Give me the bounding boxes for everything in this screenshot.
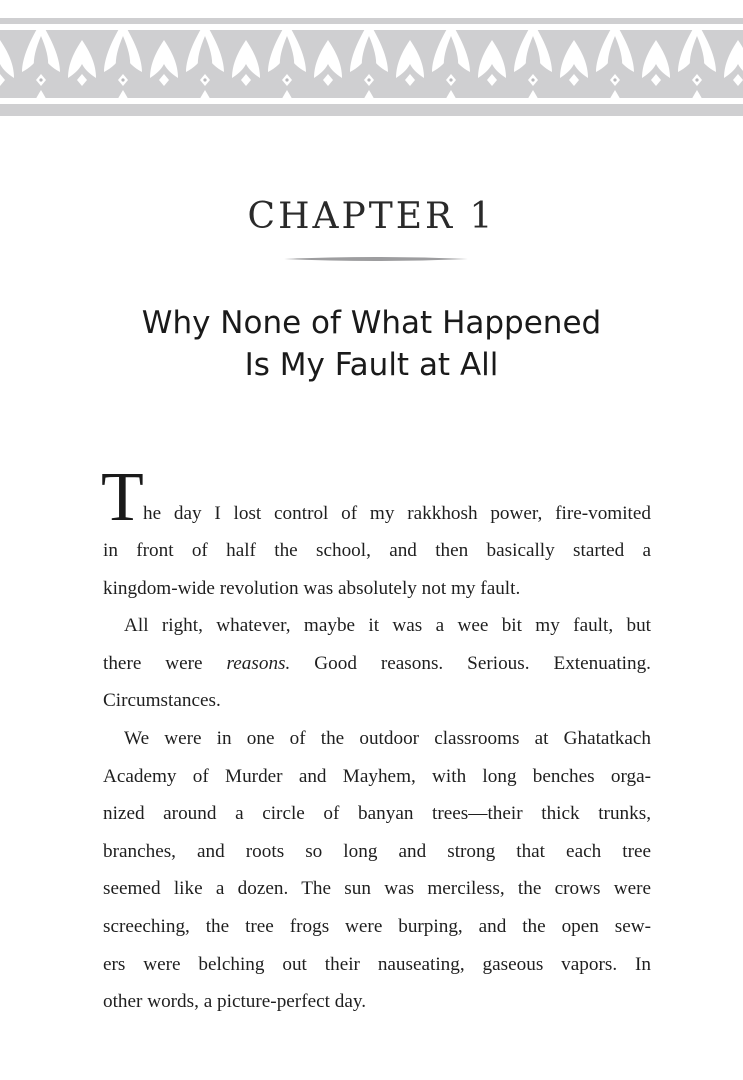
drop-cap: T [101,459,144,536]
first-paragraph-opening [101,459,651,536]
text-line: nized around a circle of banyan trees—their thick trunks, [103,803,651,825]
text-line: he day I lost control of my rakkhosh power, fire-vomited [143,503,651,524]
text-line: in front of half the school, and then basically started a [103,540,651,561]
chapter-number: CHAPTER 1 [247,196,496,237]
text-line: All right, whatever, maybe it was a wee bit my fault, but [124,615,651,637]
text-line: We were in one of the outdoor classrooms at Ghatatkach [124,727,651,749]
chapter-title-line: Why None of What Happened [141,305,602,341]
text-line: screeching, the tree frogs were burping, and the open sew- [103,915,651,937]
chapter-divider [284,254,468,264]
text-line: seemed like a dozen. The sun was merciless, the crows were [103,878,651,900]
text-line: Circumstances. [103,690,221,712]
text-segment: Good reasons. Serious. Extenuating. [290,652,651,674]
emphasis-text: reasons. [226,652,291,674]
text-line: other words, a picture-perfect day. [103,991,366,1013]
text-line: Academy of Murder and Mayhem, with long benches orga- [103,765,651,787]
text-line: kingdom-wide revolution was absolutely not my fault. [103,577,521,599]
text-line: branches, and roots so long and strong that each tree [103,840,651,862]
chapter-title [0,302,743,386]
text-segment: there were [103,652,227,674]
chapter-body [101,459,651,1021]
text-line [103,645,651,683]
chapter-title-line: Is My Fault at All [244,347,499,383]
text-line: ers were belching out their nauseating, gaseous vapors. In [103,953,651,975]
lotus-ornament-icon [0,18,743,116]
